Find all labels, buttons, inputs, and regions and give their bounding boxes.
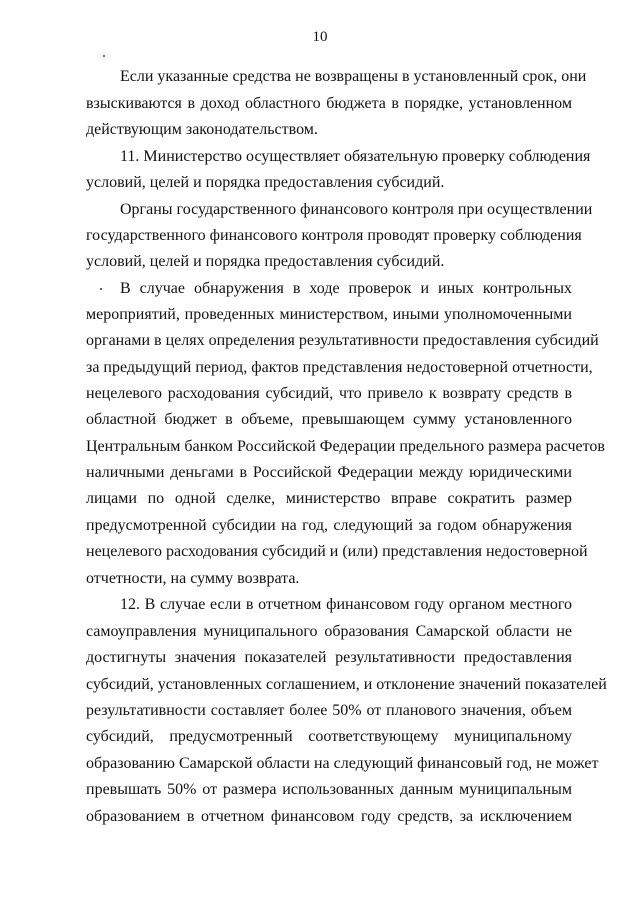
text-line: нецелевого расходования субсидий и (или) представления недостоверной: [86, 543, 588, 560]
text-line: отчетности, на сумму возврата.: [86, 570, 300, 587]
text-line: за предыдущий период, фактов представления недостоверной отчетности,: [86, 359, 593, 376]
text-line: мероприятий, проведенных министерством, иными уполномоченными: [86, 306, 572, 323]
scan-speck: [100, 288, 102, 290]
scan-speck: [103, 55, 105, 57]
text-line: В случае обнаружения в ходе проверок и иных контрольных: [120, 280, 572, 297]
text-line: органами в целях определения результативности предоставления субсидий: [86, 332, 599, 349]
text-line: образованием в отчетном финансовом году средств, за исключением: [86, 808, 572, 825]
text-line: образованию Самарской области на следующий финансовый год, не может: [86, 755, 599, 772]
text-line: Центральным банком Российской Федерации предельного размера расчетов: [86, 438, 605, 455]
text-line: результативности составляет более 50% от планового значения, объем: [86, 702, 572, 719]
text-line: условий, целей и порядка предоставления субсидий.: [86, 174, 445, 191]
text-line: 12. В случае если в отчетном финансовом году органом местного: [120, 596, 572, 613]
text-line: нецелевого расходования субсидий, что привело к возврату средств в: [86, 385, 572, 402]
text-line: условий, целей и порядка предоставления субсидий.: [86, 253, 445, 270]
text-line: достигнуты значения показателей результативности предоставления: [86, 649, 572, 666]
text-line: лицами по одной сделке, министерство вправе сократить размер: [86, 490, 572, 507]
text-line: действующим законодательством.: [86, 121, 318, 138]
text-line: субсидий, предусмотренный соответствующему муниципальному: [86, 728, 572, 745]
text-line: государственного финансового контроля проводят проверку соблюдения: [86, 227, 582, 244]
text-line: наличными деньгами в Российской Федерации между юридическими: [86, 464, 572, 481]
text-line: субсидий, установленных соглашением, и отклонение значений показателей: [86, 676, 607, 693]
page-number: 10: [312, 29, 328, 45]
text-line: взыскиваются в доход областного бюджета в порядке, установленном: [86, 95, 572, 112]
text-line: Если указанные средства не возвращены в установленный срок, они: [120, 68, 587, 85]
text-line: превышать 50% от размера использованных данным муниципальным: [86, 781, 572, 798]
text-line: предусмотренной субсидии на год, следующий за годом обнаружения: [86, 517, 572, 534]
text-line: Органы государственного финансового контроля при осуществлении: [120, 201, 593, 218]
text-line: 11. Министерство осуществляет обязательную проверку соблюдения: [120, 148, 591, 165]
text-line: самоуправления муниципального образования Самарской области не: [86, 623, 572, 640]
text-line: областной бюджет в объеме, превышающем сумму установленного: [86, 411, 572, 428]
